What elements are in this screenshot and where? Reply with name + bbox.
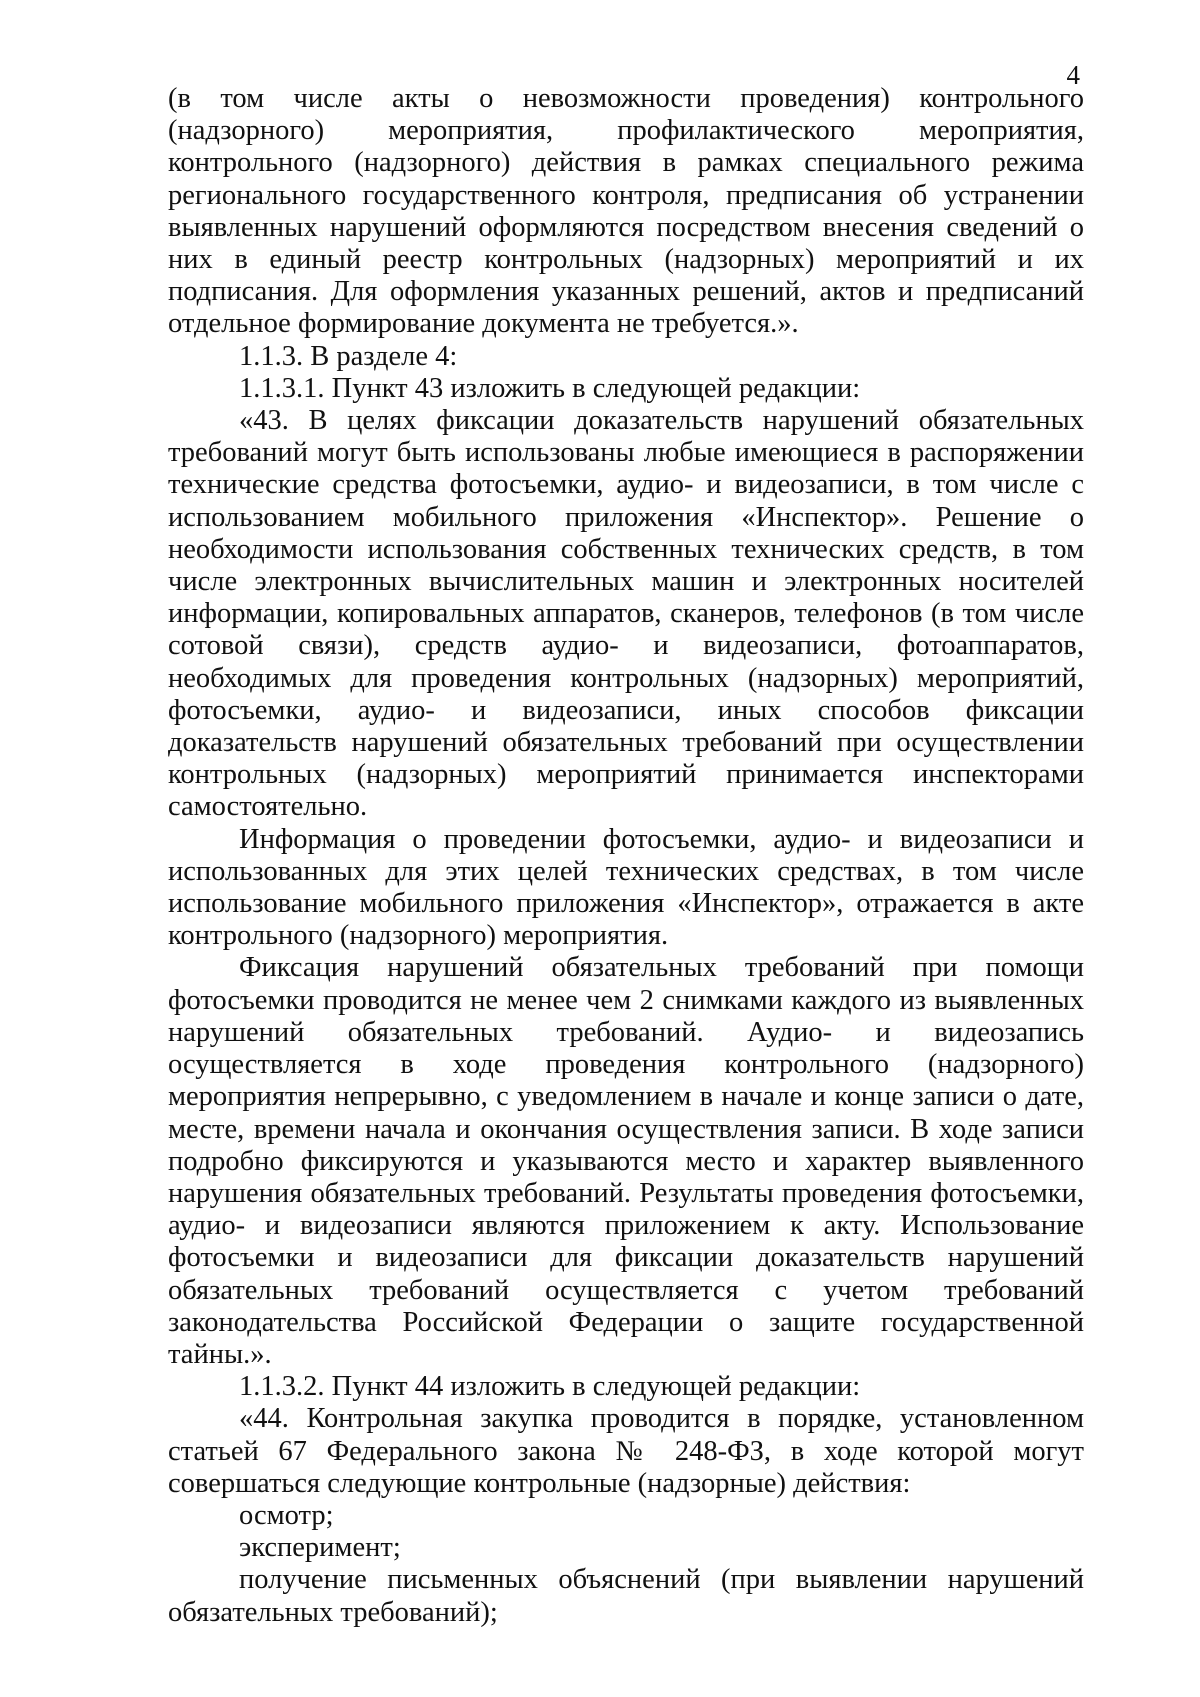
paragraph-item-44-text: «44. Контрольная закупка проводится в порядке, установленном статьей 67 Федерального закона № 248-ФЗ, в ходе которой могут совершаться следующие контрольные (надзорные) действия: [168,1403,1084,1499]
paragraph-item-43-text: «43. В целях фиксации доказательств нарушений обязательных требований могут быть использованы любые имеющиеся в распоряжении технические средства фотосъемки, аудио- и видеозаписи, в том числе с использованием мобильного приложения «Инспектор». Решение о необходимости использования собственных технических средств, в том числе электронных вычислительных машин и электронных носителей информации, копировальных аппаратов, сканеров, телефонов (в том числе сотовой связи), средств аудио- и видеозаписи, фотоаппаратов, необходимых для проведения контрольных (надзорных) мероприятий, фотосъемки, аудио- и видеозаписи, иных способов фиксации доказательств нарушений обязательных требований при осуществлении контрольных (надзорных) мероприятий принимается инспекторами самостоятельно. [168,405,1084,823]
list-item-written-explanations: получение письменных объяснений (при выявлении нарушений обязательных требований); [168,1564,1084,1628]
paragraph-fixation-rules: Фиксация нарушений обязательных требований при помощи фотосъемки проводится не менее чем 2 снимками каждого из выявленных нарушений обязательных требований. Аудио- и видеозапись осуществляется в ходе проведения контрольного (надзорного) мероприятия непрерывно, с уведомлением в начале и конце записи о дате, месте, времени начала и окончания осуществления записи. В ходе записи подробно фиксируются и указываются место и характер выявленного нарушения обязательных требований. Результаты проведения фотосъемки, аудио- и видеозаписи являются приложением к акту. Использование фотосъемки и видеозаписи для фиксации доказательств нарушений обязательных требований осуществляется с учетом требований законодательства Российской Федерации о защите государственной тайны.». [168,952,1084,1370]
paragraph-section-heading: 1.1.3. В разделе 4: [239,340,458,372]
page-number: 4 [1066,60,1080,90]
paragraph-item-44-instruction: 1.1.3.2. Пункт 44 изложить в следующей редакции: [239,1371,861,1403]
document-body [168,83,1084,1629]
paragraph-continuation: (в том числе акты о невозможности проведения) контрольного (надзорного) мероприятия, профилактического мероприятия, контрольного (надзорного) действия в рамках специального режима регионального государственного контроля, предписания об устранении выявленных нарушений оформляются посредством внесения сведений о них в единый реестр контрольных (надзорных) мероприятий и их подписания. Для оформления указанных решений, актов и предписаний отдельное формирование документа не требуется.». [168,83,1084,340]
list-item-inspection: осмотр; [239,1499,334,1531]
paragraph-photo-info: Информация о проведении фотосъемки, аудио- и видеозаписи и использованных для этих целей технических средствах, в том числе использование мобильного приложения «Инспектор», отражается в акте контрольного (надзорного) мероприятия. [168,823,1084,952]
list-item-experiment: эксперимент; [239,1532,401,1564]
paragraph-item-43-instruction: 1.1.3.1. Пункт 43 изложить в следующей редакции: [239,372,861,404]
